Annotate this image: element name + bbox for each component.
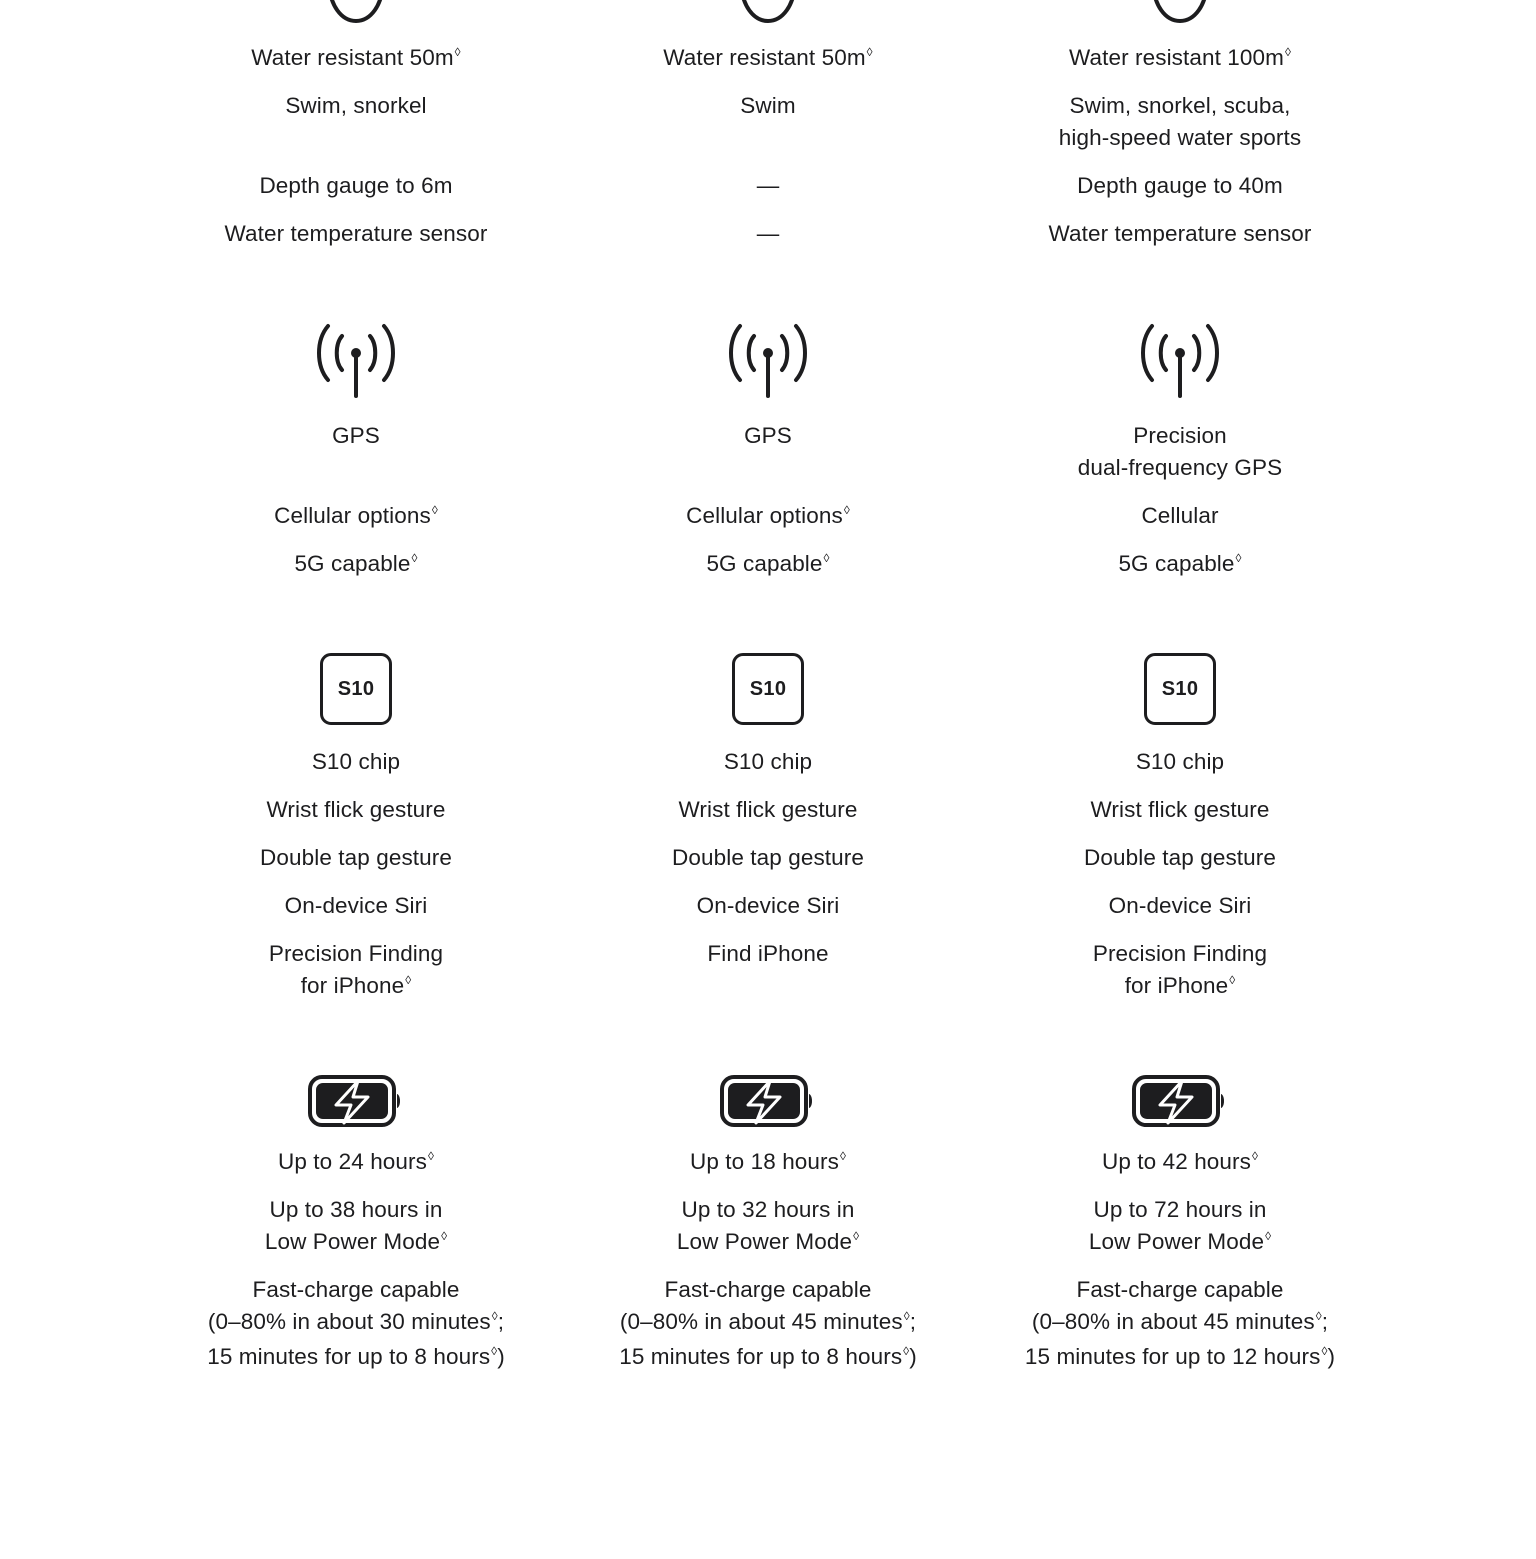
footnote-mark: ◊ — [491, 1344, 498, 1358]
charging-battery-icon — [1132, 1075, 1228, 1129]
depth-gauge-spec: — — [756, 173, 780, 198]
antenna-signal-icon — [1139, 322, 1221, 400]
wrist-flick-spec: Wrist flick gesture — [266, 797, 446, 822]
water-activities-spec: Swim, snorkel, scuba, high-speed water sports — [1058, 93, 1302, 150]
chip-spec: S10 chip — [723, 749, 813, 774]
depth-gauge-spec: Depth gauge to 6m — [259, 173, 453, 198]
footnote-mark: ◊ — [866, 45, 873, 59]
water-drop-icon — [324, 0, 388, 24]
water-temperature-spec: Water temperature sensor — [224, 221, 488, 246]
gps-spec: Precision dual-frequency GPS — [1077, 423, 1283, 480]
footnote-mark: ◊ — [441, 1229, 448, 1243]
footnote-mark: ◊ — [427, 1149, 435, 1163]
battery-life-spec: Up to 42 hours◊ — [1101, 1149, 1259, 1174]
fast-charge-spec: Fast-charge capable (0–80% in about 30 minutes◊; 15 minutes for up to 8 hours◊) — [207, 1277, 505, 1369]
charging-battery-icon — [308, 1075, 404, 1129]
water-resistance-spec: Water resistant 50m◊ — [251, 45, 461, 70]
water-drop-icon — [736, 0, 800, 24]
water-activities-spec: Swim — [740, 93, 796, 118]
5g-spec: 5G capable◊ — [706, 551, 830, 576]
double-tap-spec: Double tap gesture — [672, 845, 864, 870]
footnote-mark: ◊ — [1315, 1309, 1322, 1323]
chip-icon — [1144, 653, 1216, 725]
chip-icon — [732, 653, 804, 725]
footnote-mark: ◊ — [491, 1309, 498, 1323]
footnote-mark: ◊ — [903, 1344, 910, 1358]
low-power-spec: Up to 32 hours in Low Power Mode◊ — [676, 1197, 860, 1254]
footnote-mark: ◊ — [1321, 1344, 1328, 1358]
charging-battery-icon — [720, 1075, 816, 1129]
find-iphone-spec: Precision Finding for iPhone◊ — [1092, 941, 1268, 998]
water-temperature-spec: — — [756, 221, 780, 246]
chip-spec: S10 chip — [311, 749, 401, 774]
chip-icon-label: S10 — [749, 677, 787, 700]
cellular-spec: Cellular — [1141, 503, 1219, 528]
water-resistance-spec: Water resistant 50m◊ — [663, 45, 873, 70]
water-drop-icon — [1148, 0, 1212, 24]
chip-icon-label: S10 — [337, 677, 375, 700]
wrist-flick-spec: Wrist flick gesture — [1090, 797, 1270, 822]
footnote-mark: ◊ — [1251, 1149, 1259, 1163]
footnote-mark: ◊ — [1235, 551, 1242, 565]
siri-spec: On-device Siri — [696, 893, 840, 918]
antenna-signal-icon — [727, 322, 809, 400]
low-power-spec: Up to 72 hours in Low Power Mode◊ — [1088, 1197, 1272, 1254]
model-column-3 — [980, 0, 1380, 1559]
footnote-mark: ◊ — [411, 551, 418, 565]
siri-spec: On-device Siri — [284, 893, 428, 918]
fast-charge-spec: Fast-charge capable (0–80% in about 45 minutes◊; 15 minutes for up to 12 hours◊) — [1024, 1277, 1336, 1369]
gps-spec: GPS — [332, 423, 380, 448]
battery-life-spec: Up to 18 hours◊ — [689, 1149, 847, 1174]
footnote-mark: ◊ — [1265, 1229, 1272, 1243]
model-column-1 — [156, 0, 556, 1559]
footnote-mark: ◊ — [843, 503, 850, 517]
water-activities-spec: Swim, snorkel — [285, 93, 427, 118]
footnote-mark: ◊ — [853, 1229, 860, 1243]
find-iphone-spec: Precision Finding for iPhone◊ — [268, 941, 444, 998]
footnote-mark: ◊ — [903, 1309, 910, 1323]
antenna-signal-icon — [315, 322, 397, 400]
footnote-mark: ◊ — [1284, 45, 1292, 59]
water-temperature-spec: Water temperature sensor — [1048, 221, 1312, 246]
water-resistance-spec: Water resistant 100m◊ — [1068, 45, 1292, 70]
footnote-mark: ◊ — [839, 1149, 847, 1163]
double-tap-spec: Double tap gesture — [260, 845, 452, 870]
low-power-spec: Up to 38 hours in Low Power Mode◊ — [264, 1197, 448, 1254]
battery-life-spec: Up to 24 hours◊ — [277, 1149, 435, 1174]
fast-charge-spec: Fast-charge capable (0–80% in about 45 minutes◊; 15 minutes for up to 8 hours◊) — [619, 1277, 917, 1369]
chip-spec: S10 chip — [1135, 749, 1225, 774]
footnote-mark: ◊ — [454, 45, 461, 59]
wrist-flick-spec: Wrist flick gesture — [678, 797, 858, 822]
cellular-spec: Cellular options◊ — [274, 503, 438, 528]
find-iphone-spec: Find iPhone — [707, 941, 829, 966]
siri-spec: On-device Siri — [1108, 893, 1252, 918]
footnote-mark: ◊ — [431, 503, 438, 517]
footnote-mark: ◊ — [405, 973, 412, 987]
chip-icon — [320, 653, 392, 725]
cellular-spec: Cellular options◊ — [686, 503, 850, 528]
gps-spec: GPS — [744, 423, 792, 448]
footnote-mark: ◊ — [1229, 973, 1236, 987]
footnote-mark: ◊ — [823, 551, 830, 565]
5g-spec: 5G capable◊ — [294, 551, 418, 576]
chip-icon-label: S10 — [1161, 677, 1199, 700]
5g-spec: 5G capable◊ — [1118, 551, 1242, 576]
depth-gauge-spec: Depth gauge to 40m — [1077, 173, 1283, 198]
model-column-2 — [568, 0, 968, 1559]
double-tap-spec: Double tap gesture — [1084, 845, 1276, 870]
